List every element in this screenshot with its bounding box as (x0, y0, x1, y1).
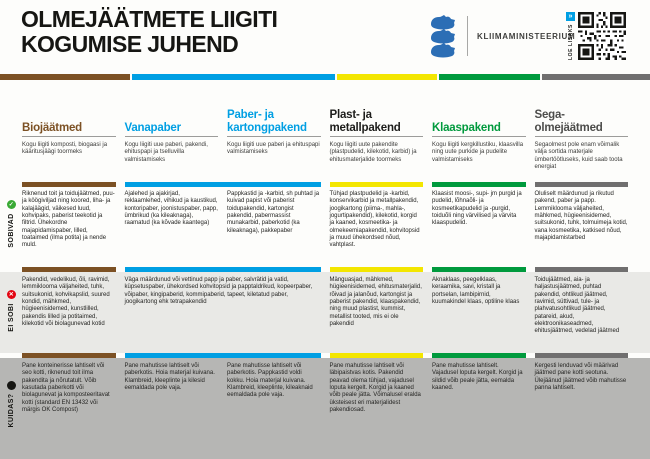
page-title-line2: KOGUMISE JUHEND (21, 30, 239, 57)
sobivad-segaolmejaatmed: Oluliselt määrdunud ja rikutud pakend, paber ja papp. Lemmiklooma väljaheited, mähkmed, hügieenisidemed, suitsukonid, tuhk, tolmuimeja kotid, vana kosmeetika, katkised nõud, majapidamistarbed (534, 191, 628, 241)
bar-mixed (535, 182, 629, 187)
column-title-segaolmejaatmed: Sega- olmejäätmed (534, 109, 603, 134)
sobivad-klaaspakend: Klaasist moosi-, supi- jm purgid ja pudelid, lõhnaõli- ja kosmeetikapudelid ja -purgid, toiduõli ning värvilised ja värvita klaaspudelid. (432, 191, 522, 227)
bar-plastic (330, 182, 424, 187)
bar-bio (22, 267, 116, 272)
section-bar-1 (22, 182, 628, 187)
bar-plastic (330, 267, 424, 272)
qr-side-label (566, 12, 575, 62)
bar-paper (125, 353, 321, 358)
black-dot-icon (7, 381, 16, 390)
logo-divider (467, 16, 468, 56)
ei-sobi-biojaatmed: Pakendid, vedelikud, õli, ravimid, lemmiklooma väljaheited, tuhk, suitsukonid, kohvikapslid, suured kondid, mähkmed, hügieenisidemed, kunstlilled, pakendis lilled ja potitaimed, kilekotid või biolagunevad kotid (22, 277, 110, 327)
bar-plastic (330, 353, 424, 358)
estonia-coat-of-arms-icon (428, 14, 458, 58)
kuidas-vanapaber: Pane mahutisse lahtiselt või paberkotis. Hoia materjal kuivana. Klambreid, kleeplinte ja kilesid eemaldada pole vaja. (124, 363, 215, 391)
page-title-line1: OLMEJÄÄTMETE LIIGITI (21, 6, 278, 32)
bar-bio (22, 182, 116, 187)
column-desc: Kogu liigiti kergkillustiku, klaasvilla ning uute purkide ja pudelite valmistamiseks (432, 136, 526, 171)
bar-paper (125, 182, 321, 187)
ei-sobi-paber-merged: Väga määrdunud või vettinud papp ja paber, salvrätid ja vatid, küpsetuspaber, ühekordsed kohvitopsid ja papptaldrikud, kopeerpaber, võipaber, kingipaberid, kommipaberid, tapeet, kiletatud paber, joogikartong ehk tetrapakendid (124, 277, 313, 305)
section-bar-2 (22, 267, 628, 272)
sobivad-biojaatmed: Riknenud toit ja toidujäätmed, puu- ja köögiviljad ning koored, liha- ja kalajäägid, väikesed luud, kohvipaks, paberist teekotid ja filtrid. Ühekordne majapidamispaber, lilled, toataimed (ilma potita) ja nende muld. (22, 191, 115, 249)
bar-bio (22, 353, 116, 358)
rail-label-text: EI SOBI (7, 303, 15, 332)
ei-sobi-segaolmejaatmed: Toidujäätmed, aia- ja haljastusjäätmed, puhtad pakendid, ohtlikud jäätmed, ravimid, süttivad, tule- ja plahvatusohtlikud jäätmed, patareid, akud, elektroonikaseadmed, ehitusjäätmed, vedelad jäätmed (534, 277, 620, 335)
bar-glass (439, 74, 540, 80)
sobivad-plast-metallpakend: Tühjad plastpudelid ja -karbid, konservikarbid ja metallpakendid, joogikartong (piima-, mahla-, jogurtipakendid), kilekotid, korgid ja kaaned, kosmeetika- ja olmekeemiapakendid, kohvitopsid ja muud ühekordsed nõud, vahtplast. (329, 191, 420, 249)
ei-sobi-row (22, 277, 628, 336)
bar-bio (0, 74, 130, 80)
kuidas-paber-kartongpakend: Pane mahutisse lahtiselt või paberkotis. Pappkastid voldi kokku. Hoia materjal kuivana. Klambreid, kleeplinte, kileaknaid eemaldada pole vaja. (227, 363, 313, 399)
bar-glass (432, 267, 526, 272)
qr-code-icon (578, 12, 626, 60)
ministry-logo (428, 14, 576, 61)
page-title (21, 7, 277, 56)
bar-paper (132, 74, 335, 80)
check-circle-icon: ✓ (8, 201, 14, 208)
bar-mixed (535, 353, 629, 358)
x-circle-icon: ✕ (8, 291, 14, 298)
column-descriptions-row (22, 136, 628, 171)
kuidas-biojaatmed: Pane konteinerisse lahtiselt või seo kotti, riknenud toit ilma pakendita ja nõrutatult. Võib kasutada paberkotti või biolagunevat ja komposteeritavat kotti (standard EN 13432 või märgis OK Compost) (22, 363, 110, 413)
rail-label-text: KUIDAS? (7, 393, 15, 428)
kuidas-segaolmejaatmed: Kergesti lenduvad või määrivad jäätmed pane kotti seotuna. Ülejäänud jäätmed võib mahutisse panna lahtiselt. (534, 363, 627, 391)
column-title-biojaatmed: Biojäätmed (22, 121, 82, 134)
column-desc: Segaolmest pole enam võimalik välja sortida materjale ümbertöötluseks, kuid saab toota energiat (535, 136, 629, 171)
read-more-arrow-icon: » (566, 12, 575, 21)
column-title-plast-metallpakend: Plast- ja metallpakend (329, 109, 401, 134)
ministry-name: KLIIMAMINISTEERIUM (477, 31, 576, 41)
ei-sobi-klaaspakend: Aknaklaas, peegelklaas, keraamika, savi, kristall ja portselan, lambipirnid, kuumakindel klaas, optiline klaas (432, 277, 520, 305)
column-desc: Kogu liigiti uue paberi ja ehituspapi valmistamiseks (227, 136, 321, 171)
section-bar-3 (22, 353, 628, 358)
column-title-vanapaber: Vanapaber (124, 121, 181, 134)
qr-label: LOE LISAKS (567, 24, 574, 61)
column-desc: Kogu liigiti komposti, biogaasi ja kääritusjäägi toormeks (22, 136, 116, 171)
column-desc: Kogu liigiti uue paberi, pakendi, ehituspapi ja tselluvilla valmistamiseks (125, 136, 219, 171)
column-title-paber-kartongpakend: Paber- ja kartongpakend (227, 109, 307, 134)
rail-label-text: SOBIVAD (7, 213, 15, 248)
sobivad-vanapaber: Ajalehed ja ajakirjad, reklaamlehed, vihikud ja kaustikud, kontoripaber, joonistuspaber, papp, ümbrikud (ka kileaknaga), raamatud (ka kõvade kaantega) (124, 191, 218, 227)
sobivad-paber-kartongpakend: Pappkastid ja -karbid, sh puhtad ja kuivad papist või paberist toidupakendid, kartongist pakendid, pabermassist munakarbid, paberkotid (ka kileaknaga), pakkepaber (227, 191, 320, 234)
ei-sobi-plast-metallpakend: Mänguasjad, mähkmed, hügieenisidemed, ehitusmaterjalid, rõivad ja jalanõud, kartongist ja paberist pakendid, klaaspakendid, ning muud plastist, kummist, metallist tooted, mis ei ole pakendid (329, 277, 422, 327)
sobivad-row (22, 191, 628, 250)
qr-cluster (566, 12, 626, 62)
column-desc: Kogu liigiti uute pakendite (plastpudelid, kilekotid, karbid) ja ehitusmaterjalide toormeks (330, 136, 424, 171)
header-color-bar (0, 74, 650, 80)
kuidas-row (22, 363, 628, 414)
bar-paper (125, 267, 321, 272)
bar-glass (432, 182, 526, 187)
bar-mixed (542, 74, 650, 80)
rail-label-kuidas (4, 364, 18, 444)
kuidas-plast-metallpakend: Pane mahutisse lahtiselt või läbipaistvas kotis. Pakendid peavad olema tühjad, vajadusel loputa kergelt. Korgid ja kaaned võib peale jätta. Võimalusel eralda üksteisest eri materjalidest pakendiosad. (329, 363, 421, 413)
kuidas-klaaspakend: Pane mahutisse lahtiselt. Vajadusel loputa kergelt. Korgid ja sildid võib peale jätta, eemalda kaaned. (432, 363, 523, 391)
column-title-klaaspakend: Klaaspakend (432, 121, 501, 134)
rail-label-sobivad (4, 184, 18, 264)
column-titles-row (22, 86, 628, 134)
bar-glass (432, 353, 526, 358)
bar-mixed (535, 267, 629, 272)
bar-plastic (337, 74, 437, 80)
rail-label-ei-sobi (4, 271, 18, 351)
